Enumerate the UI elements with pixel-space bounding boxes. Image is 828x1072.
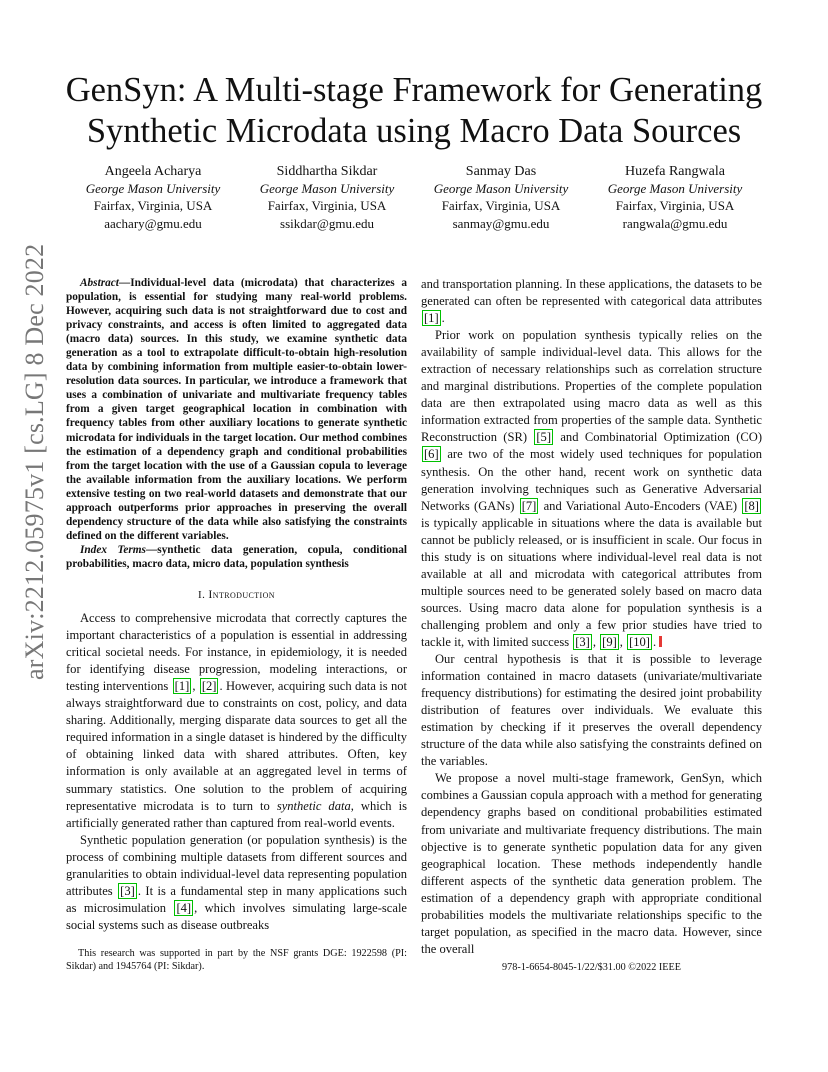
citation-link[interactable]: [3] <box>575 634 590 649</box>
author-location: Fairfax, Virginia, USA <box>267 198 387 214</box>
paragraph-text: , which is artificially generated rather than captured from real-world events. <box>66 798 407 830</box>
separator-text: , <box>192 679 199 694</box>
author-affiliation: George Mason University <box>433 181 569 197</box>
arxiv-identifier-text: arXiv:2212.05975v1 [cs.LG] 8 Dec 2022 <box>20 243 49 680</box>
index-terms <box>66 543 407 571</box>
intro-paragraph-5: We propose a novel multi-stage framework, GenSyn, which combines a Gaussian copula approach with a method for generating dependency graphs based on conditional probabilities estimated from univariate and multivariate frequency distributions. The main objective is to generate synthetic population data for any given geographical location. These methods independently handle different aspects of the synthetic data generation problem. The estimation of a dependency graph with appropriate conditional probabilities models the multivariate relationships specific to the target population, as specified in the macro data. However, since the overall <box>421 771 762 956</box>
paragraph-text: . <box>441 311 445 326</box>
abstract-text: —Individual-level data (microdata) that characterizes a population, is essential for studying many real-world problems. However, acquiring such data is not straightforward due to cost and privacy constraints, and access is often limited to aggregated data (macro data) sources. In this study, we examine synthetic data generation as a tool to extrapolate difficult-to-obtain high-resolution data by combining information from multiple easier-to-obtain lower-resolution data sources. In particular, we introduce a framework that uses a combination of univariate and multivariate frequency tables from a given target geographical location in combination with frequency tables from other auxiliary locations to generate synthetic microdata for individuals in the target location. Our method combines the estimation of a dependency graph and conditional probabilities from the target location with the use of a Gaussian copula to leverage the available information from the auxiliary locations. We perform extensive testing on two real-world datasets and demonstrate that our approach outperforms prior approaches in preserving the overall dependency structure of the data while also satisfying the constraints defined on the different variables. <box>66 277 407 542</box>
section-number: I. <box>198 588 209 601</box>
intro-paragraph-continued <box>421 276 762 327</box>
author-list <box>66 163 762 232</box>
intro-paragraph-4: Our central hypothesis is that it is possible to leverage information contained in macro datasets (univariate/multivariate frequency distributions) for estimating the desired joint probability distribution of features over individuals. We evaluate this estimation by checking if it preserves the overall dependency structure of the data while also satisfying the constraints defined on the variables. <box>421 652 762 769</box>
citation-link[interactable]: [9] <box>602 634 617 649</box>
author-location: Fairfax, Virginia, USA <box>615 198 735 214</box>
citation-link[interactable]: [7] <box>521 498 537 513</box>
emphasis-text: synthetic data <box>276 798 351 813</box>
arxiv-identifier <box>20 243 50 680</box>
author-email[interactable]: rangwala@gmu.edu <box>622 215 728 231</box>
index-terms-label: Index Terms <box>80 543 146 556</box>
intro-paragraph-2 <box>66 832 407 934</box>
author-email[interactable]: aachary@gmu.edu <box>104 215 202 231</box>
footnote <box>66 947 407 973</box>
citation-link[interactable]: [5] <box>536 430 552 445</box>
author-name: Angeela Acharya <box>104 164 202 179</box>
left-column <box>66 276 407 934</box>
citation-link[interactable]: [3] <box>120 883 135 898</box>
paragraph-text: and Variational Auto-Encoders (VAE) <box>539 498 742 513</box>
paragraph-text: are two of the most widely used techniques for population synthesis. On the other hand, recent work on synthetic data generation involving techniques such as Generative Adversarial Networks (GANs) <box>421 447 762 513</box>
author-email[interactable]: sanmay@gmu.edu <box>452 215 550 231</box>
paragraph-text: and transportation planning. In these applications, the datasets to be generated can often be represented with categorical data attributes <box>421 277 762 309</box>
author-block <box>240 163 414 232</box>
paragraph-text: Access to comprehensive microdata that correctly captures the important characteristics of a population is essential in addressing critical societal needs. For instance, in epidemiology, it is needed for identifying disease progression, modeling interactions, or testing interventions <box>66 611 407 694</box>
title-line-1: GenSyn: A Multi-stage Framework for Generating <box>65 71 763 109</box>
author-email[interactable]: ssikdar@gmu.edu <box>280 215 374 231</box>
author-location: Fairfax, Virginia, USA <box>441 198 561 214</box>
author-name: Sanmay Das <box>465 164 537 179</box>
paragraph-text: , which involves simulating large-scale social systems such as disease outbreaks <box>66 900 407 932</box>
citation-marker-red[interactable] <box>659 636 662 647</box>
abstract-label: Abstract <box>80 277 119 289</box>
citation-link[interactable]: [4] <box>176 900 192 915</box>
author-affiliation: George Mason University <box>607 181 743 197</box>
citation-link[interactable]: [10] <box>629 634 650 649</box>
section-heading-introduction <box>66 586 407 604</box>
citation-link[interactable]: [1] <box>174 679 190 694</box>
paragraph-text: Prior work on population synthesis typically relies on the availability of sample individual-level data. This allows for the extraction of necessary relationships such as correlation structure and marginal distributions. Properties of the complete population data are then extrapolated using macro data as well as this information extracted from properties of the sample data. Synthetic Reconstruction (SR) <box>421 328 762 445</box>
paragraph-text: and Combinatorial Optimization (CO) <box>554 430 762 445</box>
paragraph-text: . <box>652 634 657 649</box>
paragraph-text: Synthetic population generation (or population synthesis) is the process of combining multiple datasets from different sources and granularities to obtain individual-level data representing population attributes <box>66 832 407 898</box>
paragraph-text: . It is a fundamental step in many applications such as microsimulation <box>66 883 407 915</box>
author-block <box>414 163 588 232</box>
author-name: Huzefa Rangwala <box>625 164 725 179</box>
author-block <box>588 163 762 232</box>
citation-link[interactable]: [2] <box>201 679 217 694</box>
paragraph-text: . However, acquiring such data is not always straightforward due to constraints on cost, policy, and data sharing. Additionally, merging disparate data sources to get all the required information in a single dataset is hindered by the difficulty of obtaining linked data with shared attributes. Often, key information is only available at an aggregated level in terms of summary statistics. One solution to the problem of acquiring representative microdata is to turn to <box>66 679 407 813</box>
author-affiliation: George Mason University <box>85 181 221 197</box>
separator-text: , <box>592 634 600 649</box>
author-name: Siddhartha Sikdar <box>276 164 378 179</box>
author-block <box>66 163 240 232</box>
author-affiliation: George Mason University <box>259 181 395 197</box>
citation-link[interactable]: [8] <box>744 498 759 513</box>
intro-paragraph-1 <box>66 610 407 832</box>
index-terms-text: —synthetic data generation, copula, conditional probabilities, macro data, micro data, population synthesis <box>66 543 407 570</box>
citation-link[interactable]: [1] <box>424 311 439 326</box>
copyright-notice: 978-1-6654-8045-1/22/$31.00 ©2022 IEEE <box>502 962 681 973</box>
separator-text: , <box>619 634 627 649</box>
footnote-text: This research was supported in part by the NSF grants DGE: 1922598 (PI: Sikdar) and 1945764 (PI: Sikdar). <box>66 948 407 972</box>
paper-title <box>40 70 788 152</box>
title-line-2: Synthetic Microdata using Macro Data Sources <box>86 112 742 150</box>
intro-paragraph-3 <box>421 327 762 651</box>
author-location: Fairfax, Virginia, USA <box>93 198 213 214</box>
citation-link[interactable]: [6] <box>424 447 439 462</box>
abstract <box>66 276 407 543</box>
right-column <box>421 276 762 958</box>
paragraph-text: is typically applicable in situations where the data is available but cannot be publicly released, or is insufficient in scale. Our focus in this study is on situations where individual-level real data is not available at all and microdata with categorical attributes from multiple sources need to be generated solely based on macro data sources. Using macro data alone for population synthesis is a challenging problem and only a few prior studies have tried to tackle it, with limited success <box>421 515 762 649</box>
section-title: Introduction <box>208 586 275 601</box>
